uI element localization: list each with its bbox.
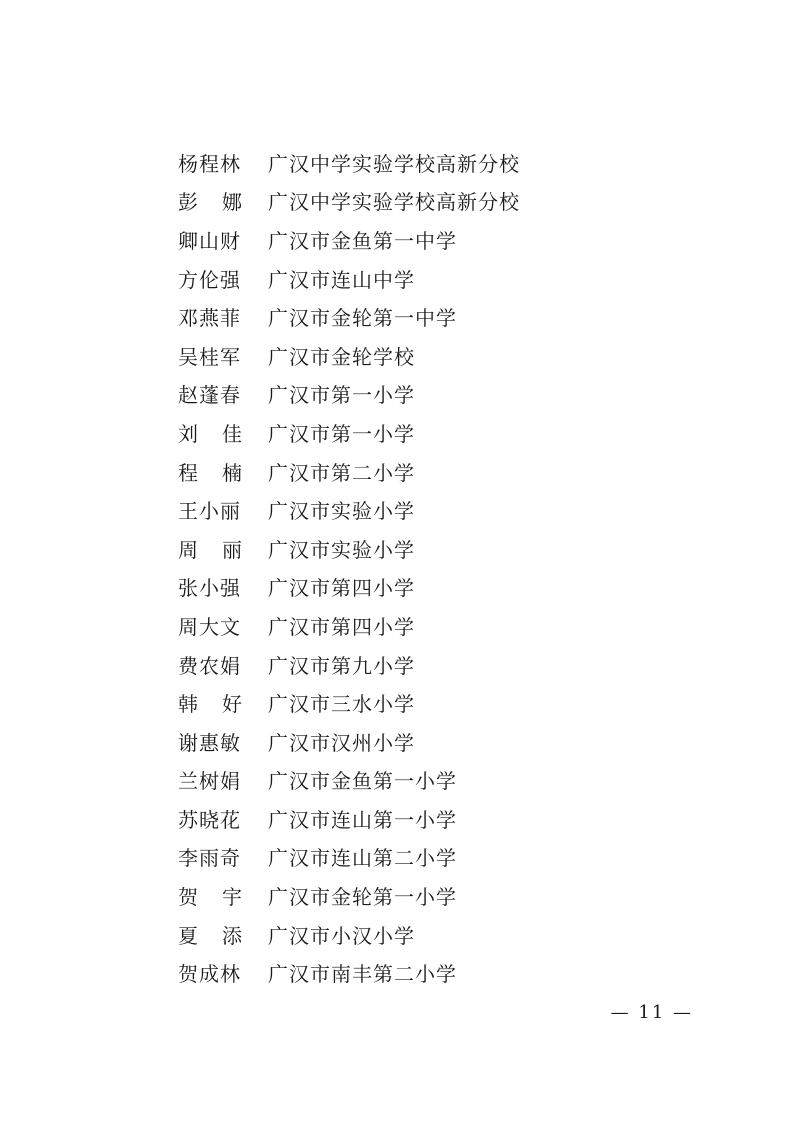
person-name: 邓燕菲 xyxy=(178,306,241,331)
list-item xyxy=(178,722,698,761)
school-name: 广汉市金轮第一中学 xyxy=(268,306,457,331)
person-name: 周大文 xyxy=(178,614,241,639)
list-item xyxy=(178,452,698,491)
school-name: 广汉市第一小学 xyxy=(268,421,415,446)
person-name: 周 丽 xyxy=(178,537,242,562)
school-name: 广汉市第九小学 xyxy=(268,653,415,678)
list-item xyxy=(178,606,698,645)
school-name: 广汉市金轮学校 xyxy=(268,344,415,369)
person-name: 彭 娜 xyxy=(178,190,242,215)
school-name: 广汉中学实验学校高新分校 xyxy=(268,151,520,176)
list-item xyxy=(178,568,698,607)
list-item xyxy=(178,490,698,529)
list-item xyxy=(178,838,698,877)
school-name: 广汉市第四小学 xyxy=(268,576,415,601)
list-item xyxy=(178,529,698,568)
school-name: 广汉市三水小学 xyxy=(268,692,415,717)
list-item xyxy=(178,182,698,221)
school-name: 广汉市第一小学 xyxy=(268,383,415,408)
list-item xyxy=(178,799,698,838)
school-name: 广汉市连山中学 xyxy=(268,267,415,292)
school-name: 广汉市南丰第二小学 xyxy=(268,962,457,987)
person-name: 兰树娟 xyxy=(178,769,241,794)
list-item xyxy=(178,683,698,722)
person-name: 赵蓬春 xyxy=(178,383,241,408)
school-name: 广汉市金轮第一小学 xyxy=(268,885,457,910)
person-name: 贺成林 xyxy=(178,962,241,987)
list-item xyxy=(178,953,698,992)
list-item xyxy=(178,915,698,954)
person-name: 卿山财 xyxy=(178,228,241,253)
person-name: 贺 宇 xyxy=(178,885,242,910)
school-name: 广汉市汉州小学 xyxy=(268,730,415,755)
list-item xyxy=(178,336,698,375)
person-name: 方伦强 xyxy=(178,267,241,292)
person-name: 杨程林 xyxy=(178,151,241,176)
list-item xyxy=(178,259,698,298)
person-name: 张小强 xyxy=(178,576,241,601)
person-name: 苏晓花 xyxy=(178,807,241,832)
person-name: 费农娟 xyxy=(178,653,241,678)
list-item xyxy=(178,645,698,684)
school-name: 广汉市连山第二小学 xyxy=(268,846,457,871)
person-name: 李雨奇 xyxy=(178,846,241,871)
person-name: 吴桂军 xyxy=(178,344,241,369)
person-name: 王小丽 xyxy=(178,499,241,524)
school-name: 广汉中学实验学校高新分校 xyxy=(268,190,520,215)
person-name: 程 楠 xyxy=(178,460,242,485)
list-item xyxy=(178,413,698,452)
school-name: 广汉市第四小学 xyxy=(268,614,415,639)
list-item xyxy=(178,297,698,336)
list-item xyxy=(178,220,698,259)
page-number: — 11 — xyxy=(610,1002,693,1023)
list-item xyxy=(178,761,698,800)
person-name: 刘 佳 xyxy=(178,421,242,446)
school-name: 广汉市实验小学 xyxy=(268,537,415,562)
name-list xyxy=(178,143,698,992)
school-name: 广汉市金鱼第一小学 xyxy=(268,769,457,794)
list-item xyxy=(178,143,698,182)
person-name: 夏 添 xyxy=(178,923,242,948)
person-name: 韩 好 xyxy=(178,692,242,717)
list-item xyxy=(178,876,698,915)
school-name: 广汉市小汉小学 xyxy=(268,923,415,948)
person-name: 谢惠敏 xyxy=(178,730,241,755)
school-name: 广汉市实验小学 xyxy=(268,499,415,524)
school-name: 广汉市连山第一小学 xyxy=(268,807,457,832)
school-name: 广汉市第二小学 xyxy=(268,460,415,485)
school-name: 广汉市金鱼第一中学 xyxy=(268,228,457,253)
list-item xyxy=(178,375,698,414)
